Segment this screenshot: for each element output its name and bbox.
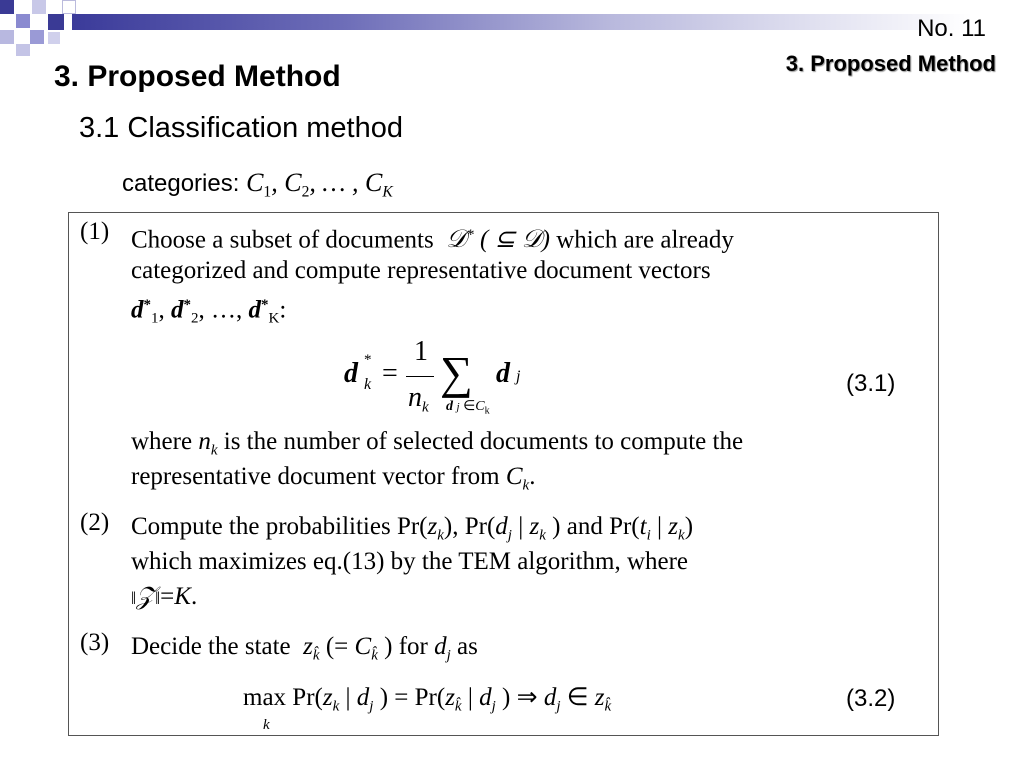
step-1-where-line-2: representative document vector from $C_k$. [131, 463, 536, 494]
probabilities-formula: $Pr(z_k)$, $Pr(d_j$ | $z_k$ ) [396, 513, 561, 544]
categories-label: categories: [122, 170, 240, 197]
step-1-line-1 [131, 218, 734, 257]
eq2-max: max k [243, 684, 287, 733]
state-formula: $z_{k̂}$ (= $C_{k̂}$ ) [303, 633, 393, 664]
eq1-numerator: 1 [414, 336, 428, 367]
eq1-lhs-sub: k [364, 376, 372, 393]
step-3-text: Decide the state [131, 633, 291, 660]
decor-square [0, 0, 14, 14]
where-text: where [131, 428, 193, 455]
representative-vectors-formula: $d^*_1$, $d^*_2$, …, $d^*_K$: [131, 296, 287, 327]
step-2-text: Compute the probabilities [131, 513, 391, 540]
term-probability-formula: $Pr(t_i$ | $z_k$) [609, 513, 694, 544]
decor-square [32, 0, 46, 14]
header-gradient-bar [72, 14, 972, 30]
equation-3-2-label: (3.2) [846, 685, 896, 712]
equation-3-1-label: (3.1) [846, 370, 896, 397]
eq1-term-sub: j [516, 368, 521, 385]
slide-number: No. 11 [917, 15, 986, 42]
step-3-number: (3) [80, 629, 110, 656]
ck-symbol: $C_k$ [505, 463, 530, 494]
decor-square [16, 44, 30, 56]
step-1-line-2: categorized and compute representative document vectors [131, 257, 711, 284]
step-2-line-3: ‖𝒵‖=K. [131, 583, 198, 610]
step-3-as: as [457, 633, 478, 660]
decor-square [30, 30, 44, 44]
categories-line [122, 168, 393, 201]
subset-formula: 𝒟* ( ⊆ 𝒟) [439, 226, 550, 254]
decor-square [48, 14, 64, 30]
step-1-text-end: which are already [556, 226, 734, 254]
section-subtitle: 3.1 Classification method [79, 112, 403, 144]
decor-square [62, 0, 76, 14]
nk-symbol: $n_k$ [198, 428, 218, 459]
equation-3-1 [340, 338, 540, 420]
page-title: 3. Proposed Method [54, 60, 341, 93]
eq1-sum: ∑ [440, 347, 473, 398]
where-text-cont: is the number of selected documents to compute the [223, 428, 744, 455]
step-2-number: (2) [80, 509, 110, 536]
decor-square [0, 30, 14, 44]
decor-square [48, 32, 60, 44]
eq1-lhs-sup: * [364, 352, 372, 368]
header-section-title: 3. Proposed Method [785, 51, 996, 76]
step-2-line-2: which maximizes eq.(13) by the TEM algorithm, where [131, 548, 689, 575]
step-2-and: and [566, 513, 603, 540]
eq1-denominator: $n_k$ [408, 382, 429, 416]
eq1-sum-index: d j $\in C_k$ [446, 399, 490, 417]
categories-formula: $C_1$, $C_2$, … , $C_K$ [246, 168, 393, 201]
step-3-for: for [398, 633, 428, 660]
step-1-text: Choose a subset of documents [131, 226, 434, 254]
eq1-term: d [496, 358, 510, 389]
decor-square [16, 14, 30, 28]
where-text-end: representative document vector from [131, 463, 500, 490]
equation-3-2: max k $Pr(z_k$ | $d_j$ ) = $Pr(z_{k̂}$ | $d_j$ ) ⇒ $d_j$ ∈ $z_{k̂}$ [243, 684, 612, 733]
step-3-line-1 [131, 629, 478, 673]
eq1-equals: = [382, 358, 398, 389]
step-1-number: (1) [80, 218, 110, 245]
dj-symbol: $d_j$ [434, 633, 451, 664]
eq1-fraction-bar [406, 376, 434, 377]
eq1-lhs: d [344, 358, 358, 389]
